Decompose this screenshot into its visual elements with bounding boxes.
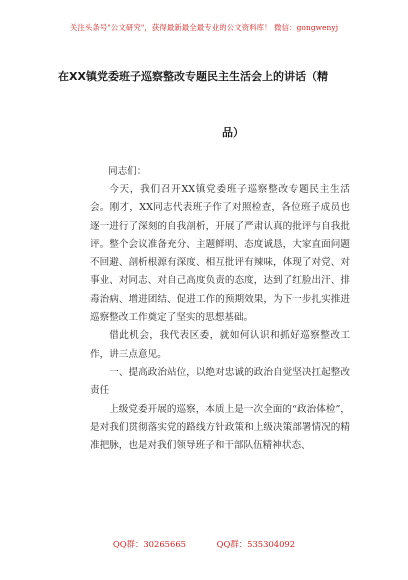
paragraph-4: 上级党委开展的巡察，本质上是一次全面的“政治体检”，是对我们贯彻落实党的路线方针政策和上级决策部署情况的精准把脉，也是对我们领导班子和干部队伍精神状态、 [90,403,350,452]
document-title-line-1: 在XX镇党委班子巡察整改专题民主生活会上的讲话（精 [58,70,328,83]
paragraph-3: 一、提高政治站位，以绝对忠诚的政治自觉坚决扛起整改责任 [90,366,350,397]
document-body [90,181,350,455]
paragraph-1: 今天，我们召开XX镇党委班子巡察整改专题民主生活会。刚才，XX同志代表班子作了对照检查，各位班子成员也逐一进行了深刻的自我剖析，开展了严肃认真的批评与自我批评。整个会议准备充分、主题鲜明、态度诚恳，大家直面问题不回避、剖析根源有深度、相互批评有辣味，体现了对党、对事业、对同志、对自己高度负责的态度，达到了红脸出汗、排毒治病、增进团结、促进工作的预期效果，为下一步扎实推进巡察整改工作奠定了坚实的思想基础。 [90,184,350,324]
footer-qq-group-1: QQ群：30265665 [112,539,186,549]
document-title-line-2: 品） [222,126,244,139]
header-banner: 关注头条号"公文研究"，获得最新最全最专业的公文资料库！ 微信：gongwenyj [69,23,339,32]
greeting: 同志们： [108,166,147,177]
footer-qq-group-2: QQ群：535304092 [216,539,296,549]
footer-contact [0,538,408,550]
paragraph-2: 借此机会，我代表区委，就如何认识和抓好巡察整改工作，讲三点意见。 [90,330,350,360]
